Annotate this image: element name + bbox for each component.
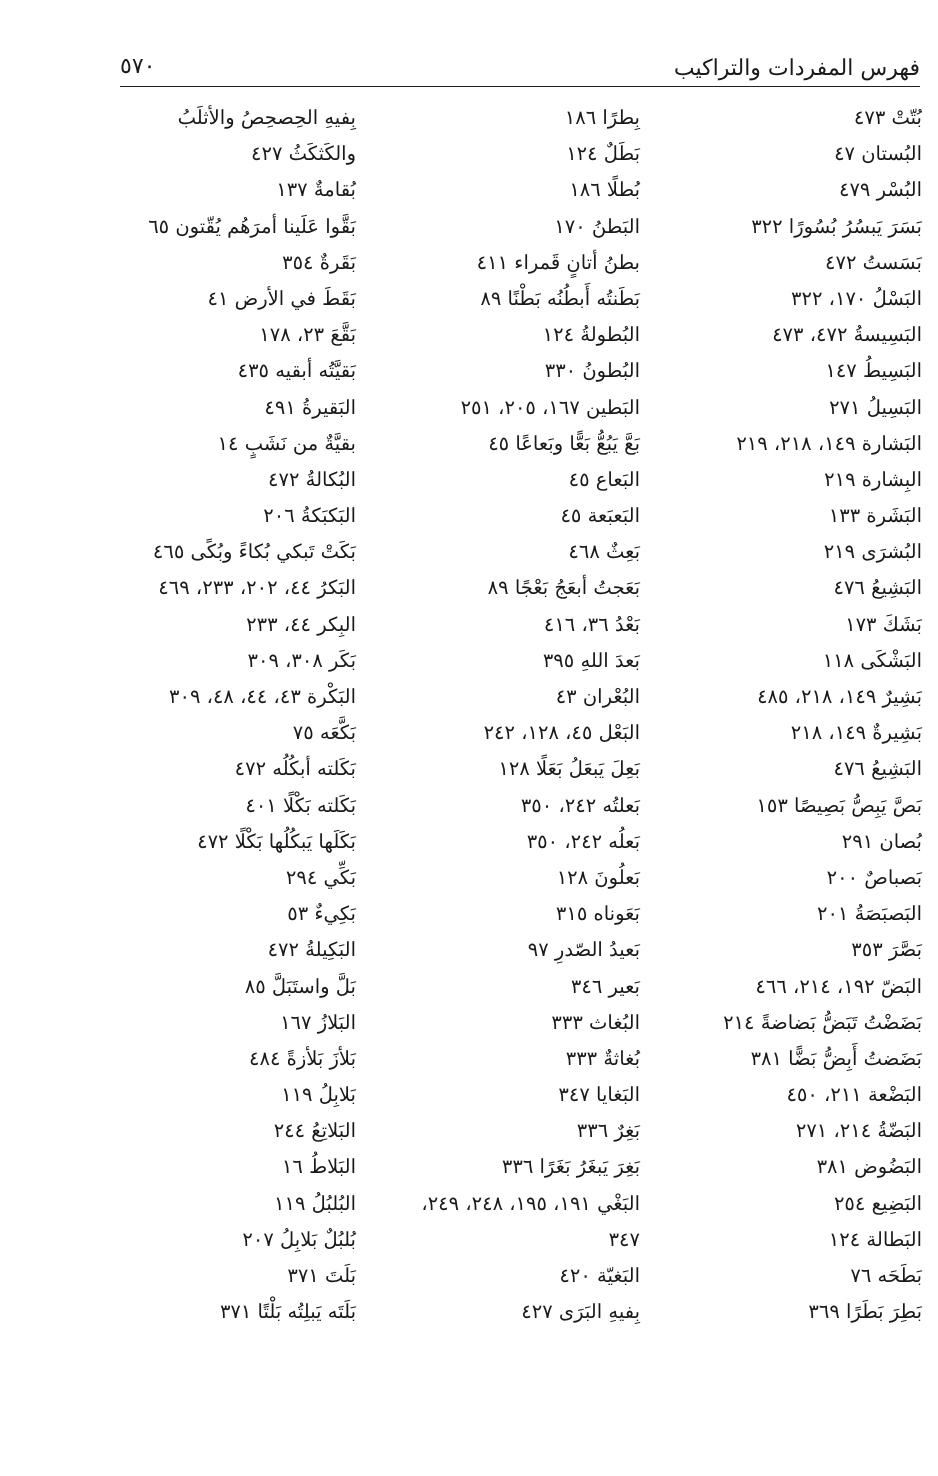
index-entry: بَكَر ٣٠٨، ٣٠٩	[247, 648, 356, 672]
index-entry: البَصبَصَةُ ٢٠١	[816, 902, 922, 926]
index-entry: بَطِرَ بَطَرًا ٣٦٩	[808, 1300, 922, 1324]
index-entry: البَعاع ٤٥	[568, 467, 640, 491]
index-entry: البُطولةُ ١٢٤	[542, 323, 640, 347]
index-entry: البَشارة ١٤٩، ٢١٨، ٢١٩	[736, 431, 922, 455]
index-entry: البَقيرةُ ٤٩١	[264, 395, 356, 419]
index-entry: البُعْران ٤٣	[555, 685, 640, 708]
index-entry: بُتّتْ ٤٧٣	[853, 106, 922, 129]
index-entry: بَقَّوا عَلَينا أمرَهُم يُقّتون ٦٥	[148, 214, 356, 238]
index-entry: بَسَرَ يَبسُرُ بُسُورًا ٣٢٢	[751, 214, 922, 238]
index-entry: بَكَّعَه ٧٥	[292, 721, 356, 745]
index-entry: بَعَّ يَبُعُّ بَعًّا وبَعاعًا ٤٥	[488, 431, 640, 455]
index-entry: بَعدَ اللهِ ٣٩٥	[542, 648, 640, 672]
index-entry: البُستان ٤٧	[834, 142, 922, 166]
index-entry: البَعبَعة ٤٥	[560, 504, 640, 528]
index-entry: بَغِرٌ ٣٣٦	[576, 1119, 640, 1143]
index-entry: بِفيهِ الحِصحِصُ والأثلَبُ	[177, 106, 356, 129]
index-entry: بَلَتَه يَبلِتُه بَلْتًا ٣٧١	[219, 1300, 356, 1324]
index-entry: البَضّ ١٩٢، ٢١٤، ٤٦٦	[755, 974, 922, 998]
index-column-middle	[370, 100, 640, 1330]
index-entry: بَعلُونَ ١٢٨	[556, 865, 640, 889]
index-entry: بَعَجتُ أبعَجُ بَعْجًا ٨٩	[487, 576, 640, 600]
index-entry: البَلاتِعُ ٢٤٤	[273, 1119, 356, 1143]
index-entry: البَسِيطُ ١٤٧	[825, 359, 922, 383]
index-entry: بَعِثٌ ٤٦٨	[568, 540, 640, 564]
index-entry: بَصباصٌ ٢٠٠	[826, 865, 922, 889]
index-entry: البَشِيعُ ٤٧٦	[833, 576, 922, 600]
index-entry: بَضَضتُ أَبِضُّ بَضًّا ٣٨١	[750, 1046, 922, 1070]
index-entry: بُطلًا ١٨٦	[569, 178, 640, 202]
index-entry: البَعْل ٤٥، ١٢٨، ٢٤٢	[483, 721, 640, 745]
index-entry: بَقَطَ في الأرض ٤١	[207, 286, 356, 310]
index-entry: البَشَرة ١٣٣	[828, 504, 922, 528]
index-entry: بَضَضْتُ تَبَضُّ بَضاضةً ٢١٤	[723, 1010, 922, 1034]
index-entry: بَعِلَ يَبعَلُ بَعَلًا ١٢٨	[498, 757, 640, 781]
index-entry: بَكِيءٌ ٥٣	[287, 902, 356, 926]
index-entry: بِفيهِ البَرَى ٤٢٧	[521, 1300, 640, 1324]
index-entry: بَصَّ يَبِصُّ بَصِيصًا ١٥٣	[756, 793, 922, 817]
index-entry: بَقيَّتُه أبقيه ٤٣٥	[237, 359, 356, 383]
index-entry: البَكِيلةُ ٤٧٢	[267, 938, 356, 962]
index-entry: البَضّةُ ٢١٤، ٢٧١	[795, 1119, 922, 1143]
index-entry: البَكبَكةُ ٢٠٦	[263, 504, 356, 528]
index-entry: بَشَكَ ١٧٣	[845, 612, 922, 636]
index-entry: بَقَّعَ ٢٣، ١٧٨	[259, 323, 356, 347]
index-entry: بَلَّ واستَبَلَّ ٨٥	[244, 974, 356, 998]
index-entry: بطنُ أتانٍ قَمراء ٤١١	[476, 250, 640, 274]
index-entry: البَسْلُ ١٧٠، ٣٢٢	[791, 286, 922, 310]
index-entry: البِشارة ٢١٩	[824, 467, 922, 491]
index-entry: بَطَحَه ٧٦	[850, 1264, 922, 1287]
index-entry: البَضِيع ٢٥٤	[833, 1191, 922, 1215]
page-number: ٥٧٠	[120, 54, 156, 79]
index-entry: البَكرُ ٤٤، ٢٠٢، ٢٣٣، ٤٦٩	[158, 576, 356, 600]
index-column-right	[652, 100, 922, 1330]
index-entry: بُلبُلٌ بَلابِلُ ٢٠٧	[242, 1227, 356, 1251]
index-entry: بَعلُه ٢٤٢، ٣٥٠	[526, 829, 640, 853]
index-entry: بَكَتْ تَبكي بُكاءً وبُكًى ٤٦٥	[152, 540, 356, 564]
index-entry: بَعيدُ الصّدرِ ٩٧	[527, 938, 640, 962]
index-entry: البَغْي ١٩١، ١٩٥، ٢٤٨، ٢٤٩،	[421, 1191, 640, 1215]
index-entry: بَكَلَها يَبكُلُها بَكْلًا ٤٧٢	[197, 829, 356, 853]
index-entry: بَشِيرةٌ ١٤٩، ٢١٨	[790, 721, 922, 745]
header-title: فهرس المفردات والتراكيب	[673, 56, 920, 81]
index-entry: البَطين ١٦٧، ٢٠٥، ٢٥١	[460, 395, 640, 419]
index-entry: بَطَلٌ ١٢٤	[566, 142, 640, 166]
index-entry: البَكْرة ٤٣، ٤٤، ٤٨، ٣٠٩	[169, 685, 356, 708]
index-entry: بُغاثةٌ ٣٣٣	[565, 1046, 640, 1070]
index-entry: البَلاطُ ١٦	[281, 1155, 356, 1179]
index-entry: بَكِّي ٢٩٤	[285, 865, 356, 889]
index-entry: بَعير ٣٤٦	[570, 974, 640, 998]
index-entry: بَكَلته أبكُلُه ٤٧٢	[234, 757, 356, 781]
index-entry: البُسْر ٤٧٩	[838, 178, 922, 202]
index-entry: بَعْدُ ٣٦، ٤١٦	[543, 612, 640, 636]
running-header	[120, 46, 920, 87]
index-column-left	[56, 100, 356, 1330]
index-entry: البُطونُ ٣٣٠	[544, 359, 640, 383]
index-entry: البَسِيسةُ ٤٧٢، ٤٧٣	[772, 323, 922, 347]
index-entry: بَلَتَ ٣٧١	[287, 1264, 356, 1287]
index-entry: بِطرًا ١٨٦	[564, 106, 640, 129]
index-entry: بَلابِلُ ١١٩	[281, 1083, 356, 1107]
index-entry: بَسَستُ ٤٧٢	[825, 250, 922, 274]
index-entry: بُقامةٌ ١٣٧	[276, 178, 356, 202]
index-entry: البَشِيعُ ٤٧٦	[833, 757, 922, 781]
index-entry: البَطالة ١٢٤	[828, 1227, 922, 1251]
index-entry: بَقَرةٌ ٣٥٤	[282, 250, 356, 274]
index-entry: بَغِرَ يَبغَرُ بَغَرًا ٣٣٦	[501, 1155, 640, 1179]
index-entry: البَشْكَى ١١٨	[822, 648, 922, 672]
index-entry: البَغيّة ٤٢٠	[559, 1264, 640, 1287]
index-entry: البَضُوض ٣٨١	[816, 1155, 922, 1179]
index-entry: ٣٤٧	[608, 1227, 640, 1251]
index-entry: والكَثكَثُ ٤٢٧	[251, 142, 356, 166]
index-entry: بُصان ٢٩١	[841, 829, 922, 853]
index-entry: بَطَنتُه أَبطُنُه بَطْنًا ٨٩	[480, 286, 640, 310]
index-entry: بَلأزَ بَلأزةً ٤٨٤	[249, 1046, 356, 1070]
index-entry: بَعلتُه ٢٤٢، ٣٥٠	[520, 793, 640, 817]
index-entry: البُشرَى ٢١٩	[823, 540, 922, 564]
index-entry: البَغايا ٣٤٧	[558, 1083, 640, 1107]
index-entry: البَضْعة ٢١١، ٤٥٠	[786, 1083, 922, 1107]
index-entry: البَطنُ ١٧٠	[554, 214, 640, 238]
index-entry: البِكر ٤٤، ٢٣٣	[246, 612, 356, 636]
index-entry: بقيَّةٌ من نَشَبٍ ١٤	[217, 431, 356, 455]
index-entry: بَعَوناه ٣١٥	[555, 902, 640, 926]
index-entry: البَسِيلُ ٢٧١	[829, 395, 922, 419]
index-entry: بَكَلته بَكْلًا ٤٠١	[245, 793, 356, 817]
index-entry: البَلازُ ١٦٧	[280, 1010, 356, 1034]
index-entry: بَصَّرَ ٣٥٣	[851, 938, 922, 962]
index-entry: البُكالةُ ٤٧٢	[268, 467, 356, 491]
index-entry: البُلبُلُ ١١٩	[274, 1191, 356, 1215]
index-entry: البُغاث ٣٣٣	[551, 1010, 640, 1034]
index-entry: بَشِيرٌ ١٤٩، ٢١٨، ٤٨٥	[757, 685, 922, 708]
